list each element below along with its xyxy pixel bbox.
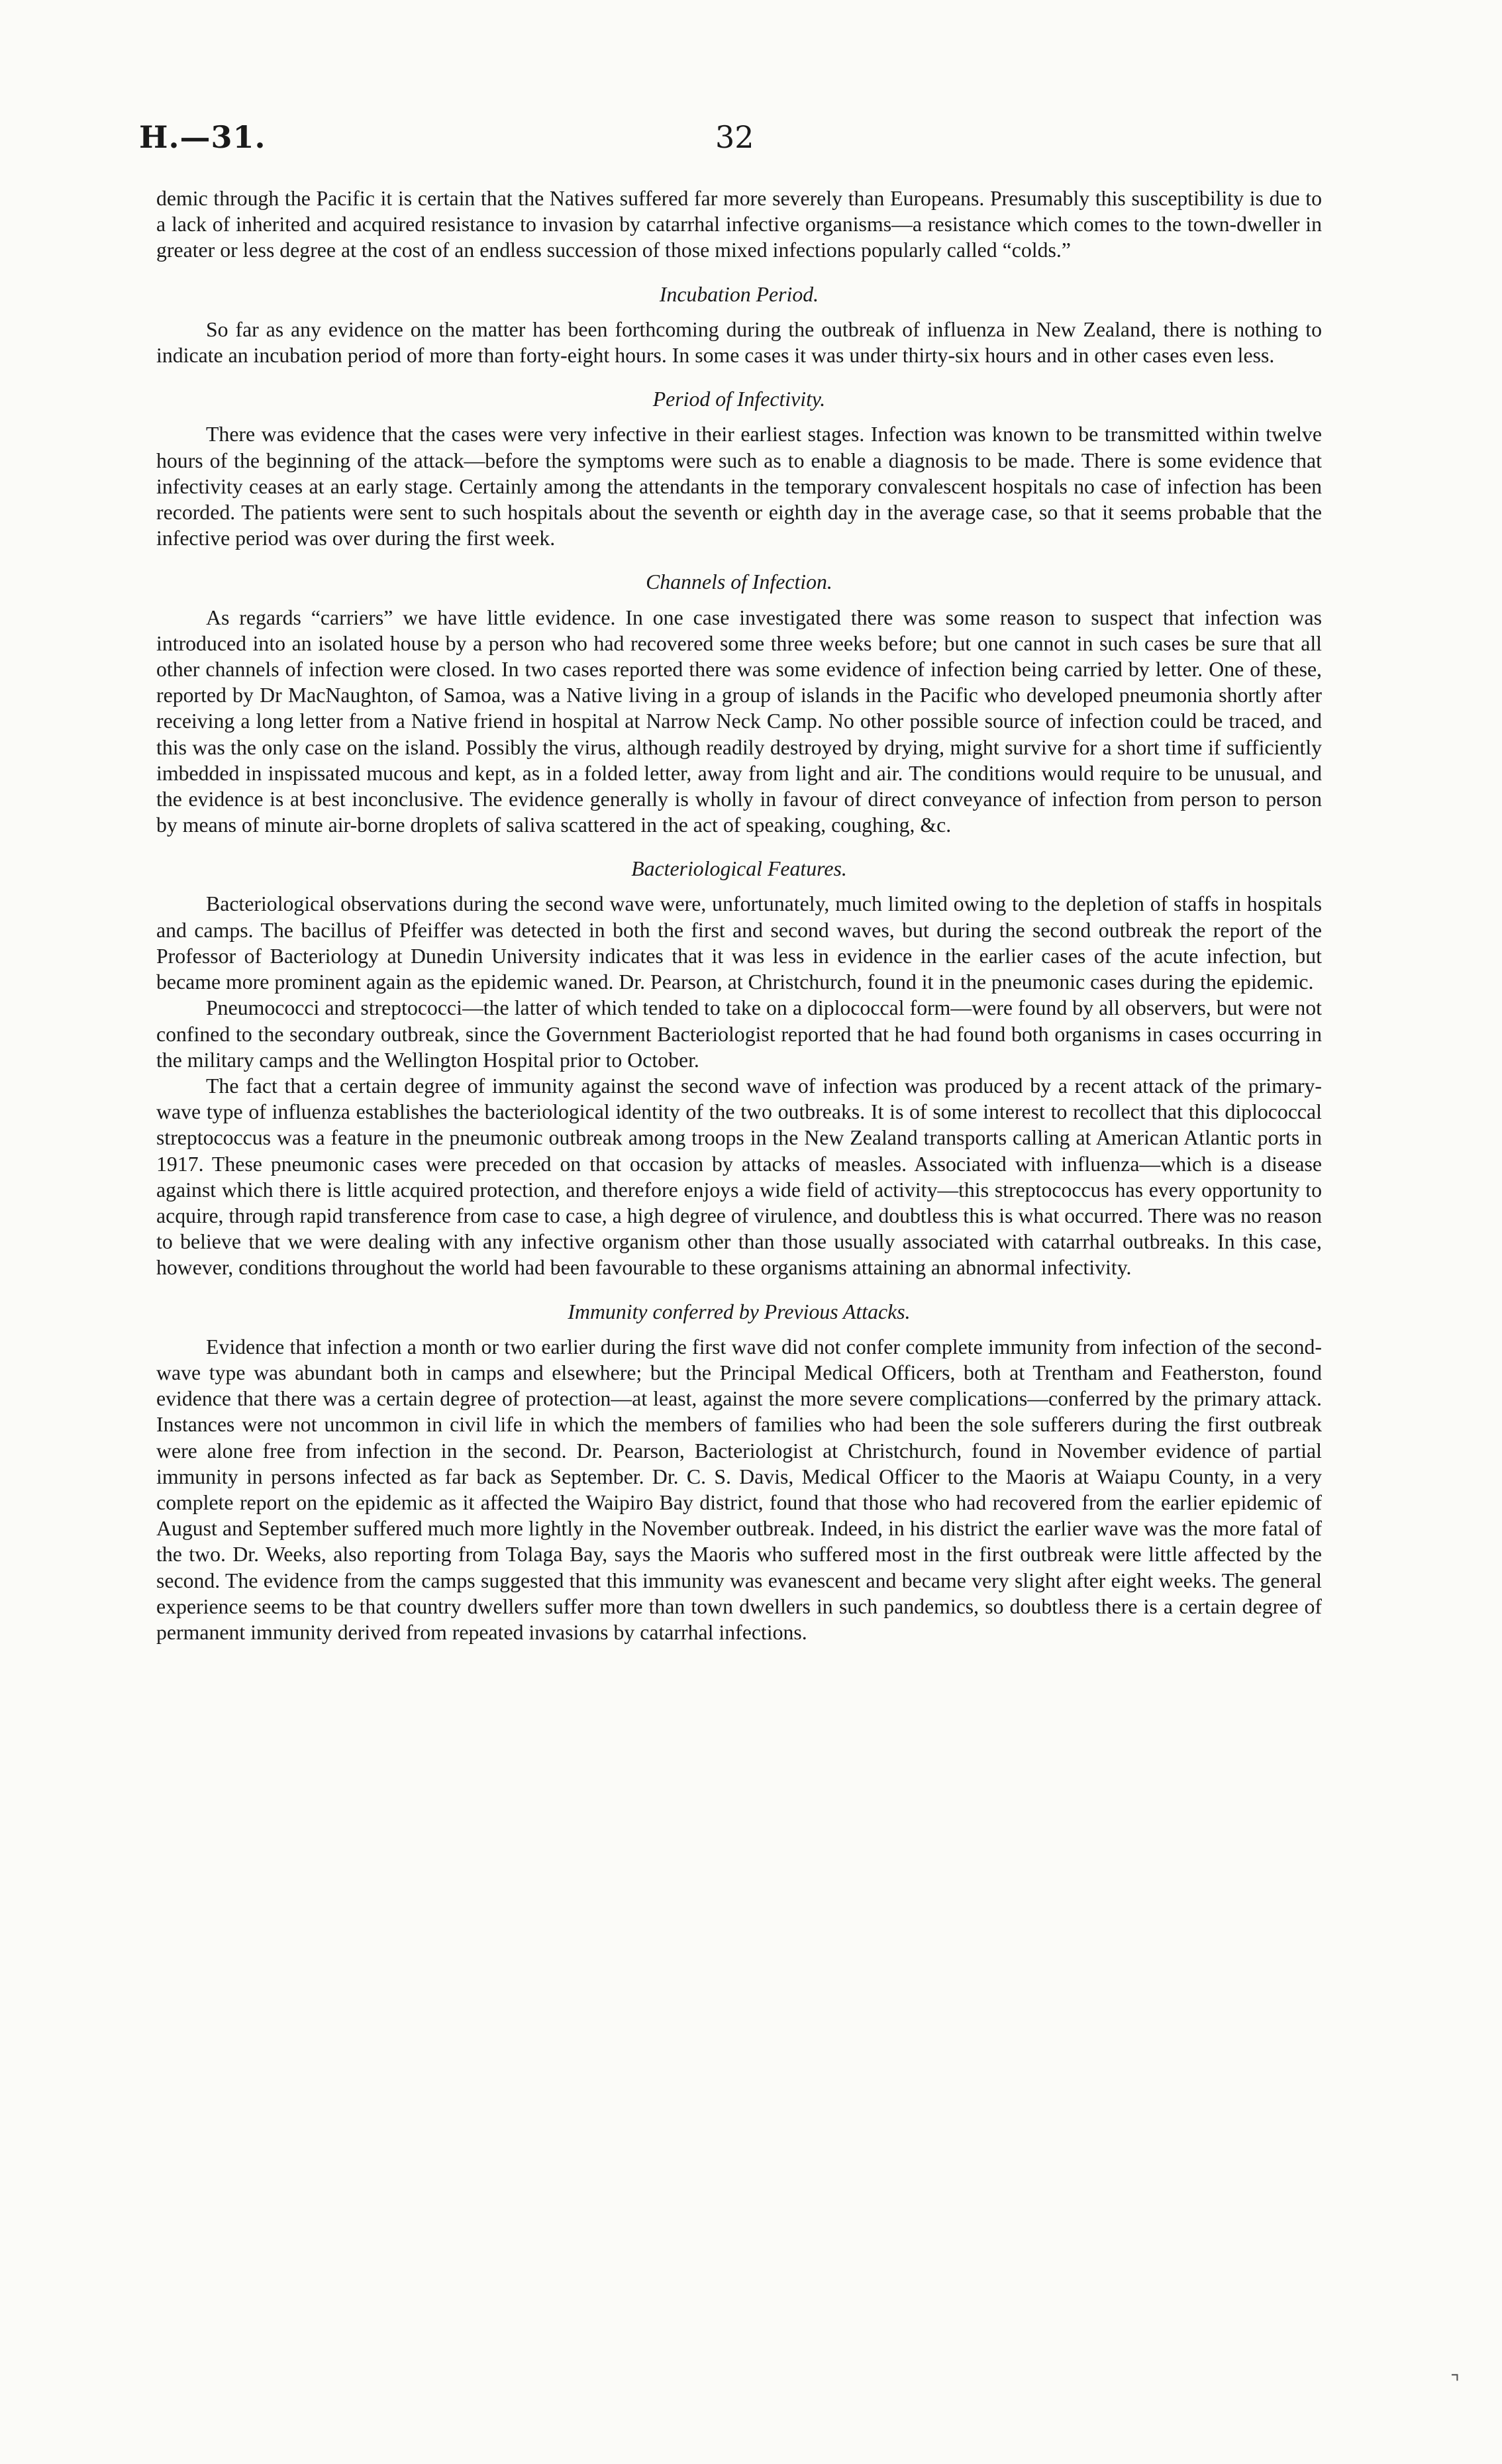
paragraph-bacteriology-1: Bacteriological observations during the second wave were, unfortunately, much limited owing to the depletion of staffs in hospitals and camps. The bacillus of Pfeiffer was detected in both the first and second waves, but during the second outbreak the report of the Professor of Bacteriology at Dunedin University indicates that it was less in evidence in the earlier cases of the acute infection, but became more prominent again as the epidemic waned. Dr. Pearson, at Christchurch, found it in the pneumonic cases during the epidemic. — [156, 892, 1322, 994]
section-heading-immunity: Immunity conferred by Previous Attacks. — [568, 1300, 911, 1323]
page-number: 32 — [715, 119, 754, 155]
paragraph-incubation: So far as any evidence on the matter has been forthcoming during the outbreak of influenza in New Zealand, there is nothing to indicate an incubation period of more than forty-eight hours. In some cases it was under thirty-six hours and in other cases even less. — [156, 317, 1322, 367]
section-heading-channels-of-infection: Channels of Infection. — [646, 570, 832, 594]
paragraph-channels: As regards “carriers” we have little evidence. In one case investigated there was some reason to suspect that infection was introduced into an isolated house by a person who had recovered some three weeks before; but one cannot in such cases be sure that all other channels of infection were closed. In two cases reported there was some evidence of infection being carried by letter. One of these, reported by Dr MacNaughton, of Samoa, was a Native living in a group of islands in the Pacific who developed pneumonia shortly after receiving a long letter from a Native friend in hospital at Narrow Neck Camp. No other possible source of infection could be traced, and this was the only case on the island. Possibly the virus, although readily destroyed by drying, might survive for a short time if sufficiently imbedded in inspissated mucous and kept, as in a folded letter, away from light and air. The conditions would require to be unusual, and the evidence is at best inconclusive. The evidence generally is wholly in favour of direct conveyance of infection from person to person by means of minute air-borne droplets of saliva scattered in the act of speaking, coughing, &c. — [156, 605, 1322, 837]
document-reference: H.—31. — [139, 119, 266, 155]
paragraph-bacteriology-3: The fact that a certain degree of immunity against the second wave of infection was produced by a recent attack of the primary-wave type of influenza establishes the bacteriological identity of the two outbreaks. It is of some interest to recollect that this diplococcal streptococcus was a feature in the pneumonic outbreak among troops in the New Zealand transports calling at American Atlantic ports in 1917. These pneumonic cases were preceded on that occasion by attacks of measles. Associated with influenza—which is a disease against which there is little acquired protection, and therefore enjoys a wide field of activity—this streptococcus has every opportunity to acquire, through rapid transference from case to case, a high degree of virulence, and doubtless this is what occurred. There was no reason to believe that we were dealing with any infective organism other than those usually associated with catarrhal outbreaks. In this case, however, conditions throughout the world had been favourable to these organisms attaining an abnormal infectivity. — [156, 1074, 1322, 1280]
paragraph-immunity: Evidence that infection a month or two earlier during the first wave did not confer complete immunity from infection of the second-wave type was abundant both in camps and elsewhere; but the Principal Medical Officers, both at Trentham and Featherston, found evidence that there was a certain degree of protection—at least, against the more severe complications—conferred by the primary attack. Instances were not uncommon in civil life in which the members of families who had been the sole sufferers during the first outbreak were alone free from infection in the second. Dr. Pearson, Bacteriologist at Christchurch, found in November evidence of partial immunity in persons infected as far back as September. Dr. C. S. Davis, Medical Officer to the Maoris at Waiapu County, in a very complete report on the epidemic as it affected the Waipiro Bay district, found that those who had recovered from the earlier epidemic of August and September suffered much more lightly in the November outbreak. Indeed, in his district the earlier wave was the more fatal of the two. Dr. Weeks, also reporting from Tolaga Bay, says the Maoris who suffered most in the first outbreak were little affected by the second. The evidence from the camps suggested that this immunity was evanescent and became very slight after eight weeks. The general experience seems to be that country dwellers suffer more than town dwellers in such pandemics, so doubtless there is a certain degree of permanent immunity derived from repeated invasions by catarrhal infections. — [156, 1335, 1322, 1644]
paragraph-infectivity: There was evidence that the cases were very infective in their earliest stages. Infection was known to be transmitted within twelve hours of the beginning of the attack—before the symptoms were such as to enable a diagnosis to be made. There is some evidence that infectivity ceases at an early stage. Certainly among the attendants in the temporary convalescent hospitals no case of infection has been recorded. The patients were sent to such hospitals about the seventh or eighth day in the average case, so that it seems probable that the infective period was over during the first week. — [156, 423, 1322, 550]
scan-mark: ⌝ — [1450, 2371, 1460, 2394]
page-header — [139, 119, 1363, 159]
paragraph-continuation: demic through the Pacific it is certain that the Natives suffered far more severely than Europeans. Presumably this susceptibility is due to a lack of inherited and acquired resistance to invasion by catarrhal infective organisms—a resistance which comes to the town-dweller in greater or less degree at the cost of an endless succession of those mixed infections popularly called “colds.” — [156, 187, 1322, 262]
paragraph-bacteriology-2: Pneumococci and streptococci—the latter of which tended to take on a diplococcal form—were found by all observers, but were not confined to the secondary outbreak, since the Government Bacteriologist reported that he had found both organisms in cases occurring in the military camps and the Wellington Hospital prior to October. — [156, 996, 1322, 1072]
section-heading-incubation-period: Incubation Period. — [659, 282, 819, 306]
section-heading-bacteriological-features: Bacteriological Features. — [631, 857, 847, 881]
document-body — [156, 185, 1322, 1645]
section-heading-period-of-infectivity: Period of Infectivity. — [652, 387, 826, 411]
